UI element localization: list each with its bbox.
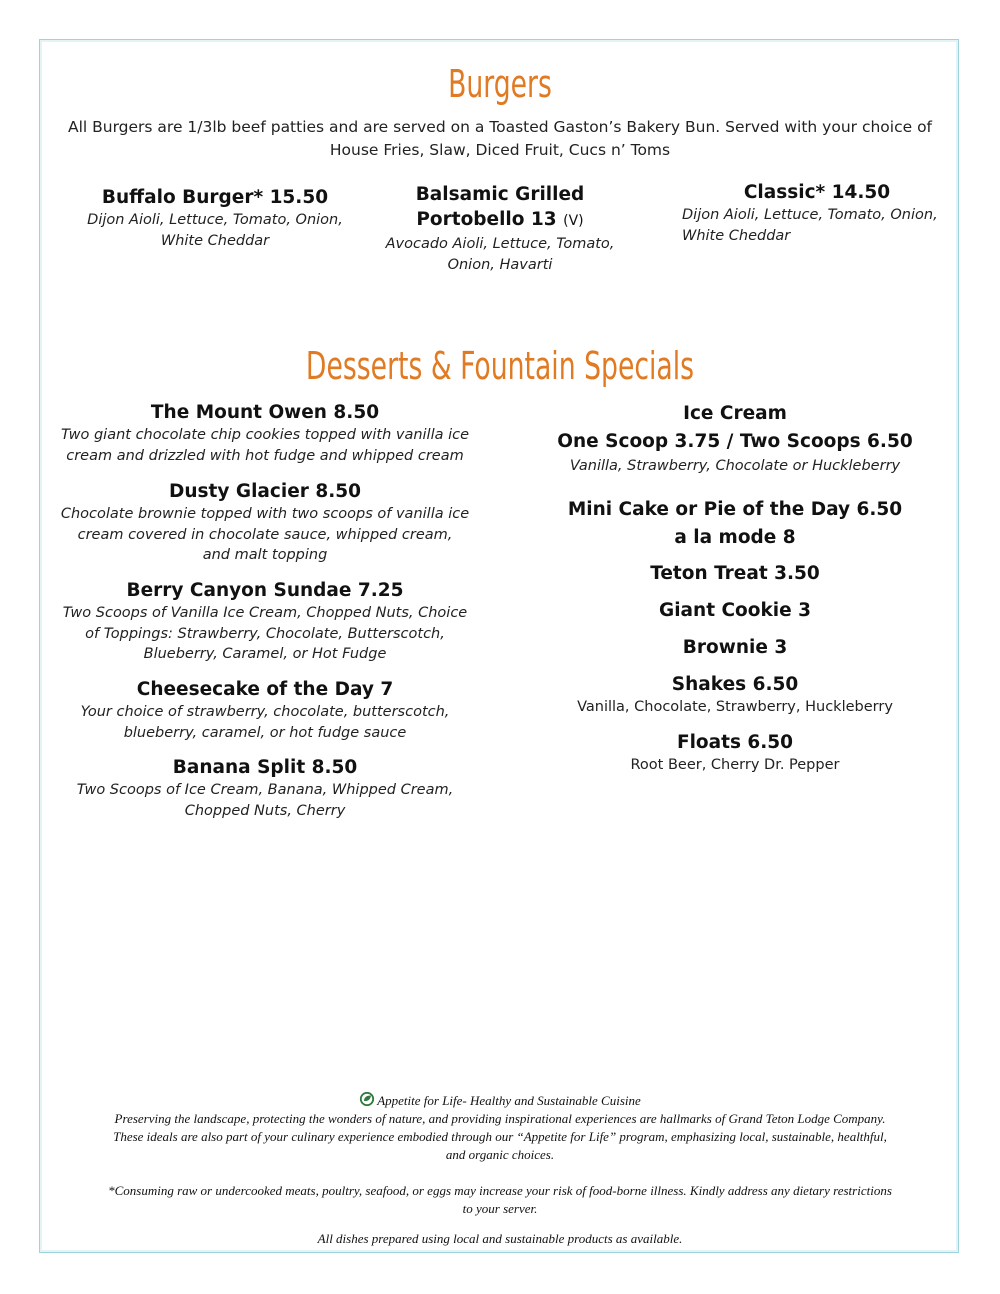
item-desc-line3: Blueberry, Caramel, or Hot Fudge [143,646,387,662]
menu-item-berry-canyon-sundae [50,578,480,665]
item-name: Cheesecake of the Day 7 [136,679,394,700]
item-desc-line2: White Cheddar [682,227,791,244]
item-desc-line1: Dijon Aioli, Lettuce, Tomato, Onion, [682,207,938,223]
item-desc-line1: Two Scoops of Ice Cream, Banana, Whipped Cream, [76,782,454,798]
leaf-icon [359,1092,377,1106]
item-name: Brownie 3 [682,637,788,658]
menu-item-floats [535,730,935,776]
item-name: The Mount Owen 8.50 [150,402,380,423]
menu-item-brownie [535,635,935,660]
item-name: Giant Cookie 3 [659,600,811,621]
item-name: Dusty Glacier 8.50 [169,481,361,502]
item-name-line2 [370,207,630,234]
menu-item-buffalo-burger [55,185,375,251]
item-name: Classic* 14.50 [743,182,891,203]
menu-item-cheesecake [50,677,480,743]
afl-title-row [55,1092,945,1110]
item-desc-line1: Chocolate brownie topped with two scoops of vanilla ice [60,506,470,522]
burgers-intro-line2: House Fries, Slaw, Diced Fruit, Cucs n’ Toms [329,141,671,159]
afl-title: Appetite for Life- Healthy and Sustainable Cuisine [377,1093,641,1108]
item-desc: Vanilla, Strawberry, Chocolate or Huckleberry [569,458,901,474]
item-desc-line2: cream covered in chocolate sauce, whipped cream, [77,526,453,543]
item-name-line1: Mini Cake or Pie of the Day 6.50 [567,499,903,520]
appetite-for-life-block [55,1092,945,1164]
item-desc-line2: White Cheddar [160,232,270,249]
menu-item-banana-split [50,755,480,821]
menu-item-giant-cookie [535,598,935,623]
item-name-line1: Ice Cream [683,403,787,424]
warning-line1: *Consuming raw or undercooked meats, poultry, seafood, or eggs may increase your risk of food-borne illness. Kindly address any dietary restrictions [108,1183,892,1198]
item-desc-line2: cream and drizzled with hot fudge and whipped cream [66,447,464,464]
item-name: Buffalo Burger* 15.50 [101,187,329,208]
item-desc: Vanilla, Chocolate, Strawberry, Huckleberry [577,699,893,715]
local-products-note: All dishes prepared using local and sustainable products as available. [317,1231,683,1246]
desserts-title: Desserts & Fountain Specials [305,344,695,388]
afl-text-line1: Preserving the landscape, protecting the wonders of nature, and providing inspirational experiences are hallmarks of Grand Teton Lodge Company. [114,1111,886,1126]
item-desc-line1: Two giant chocolate chip cookies topped with vanilla ice [60,427,470,443]
item-name-text: Portobello 13 [416,209,557,230]
menu-item-dusty-glacier [50,479,480,566]
item-desc-line2: of Toppings: Strawberry, Chocolate, Butterscotch, [85,625,445,642]
menu-item-mini-cake [535,496,935,552]
menu-item-mount-owen [50,400,480,466]
afl-text-line3: and organic choices. [445,1147,555,1162]
item-name: Floats 6.50 [676,732,794,753]
menu-item-portobello [370,182,630,275]
item-name: Teton Treat 3.50 [650,563,820,584]
item-name-line1: Balsamic Grilled [415,184,585,205]
burgers-title: Burgers [448,62,552,106]
burgers-intro-line1: All Burgers are 1/3lb beef patties and are served on a Toasted Gaston’s Bakery Bun. Served with your choice of [67,118,933,136]
item-name: Banana Split 8.50 [172,757,358,778]
item-desc-line1: Avocado Aioli, Lettuce, Tomato, [385,236,615,252]
item-name-line2: a la mode 8 [674,527,796,548]
item-desc: Root Beer, Cherry Dr. Pepper [630,757,840,773]
afl-text-line2: These ideals are also part of your culinary experience embodied through our “Appetite for Life” program, emphasizing local, sustainable, healthful, [113,1129,887,1144]
item-desc-line2: Chopped Nuts, Cherry [184,802,346,819]
item-desc-line1: Your choice of strawberry, chocolate, butterscotch, [80,704,450,720]
raw-food-warning [55,1182,945,1218]
menu-item-teton-treat [535,561,935,586]
item-desc-line2: Onion, Havarti [447,256,553,273]
item-name: Berry Canyon Sundae 7.25 [126,580,404,601]
item-name: Shakes 6.50 [671,674,799,695]
item-desc-line2: blueberry, caramel, or hot fudge sauce [123,724,407,741]
item-name-line2: One Scoop 3.75 / Two Scoops 6.50 [557,431,913,452]
item-desc-line1: Dijon Aioli, Lettuce, Tomato, Onion, [87,212,343,228]
item-desc-line3: and malt topping [202,547,328,563]
menu-item-classic [682,180,952,246]
item-desc-line1: Two Scoops of Vanilla Ice Cream, Chopped Nuts, Choice [62,605,468,621]
warning-line2: to your server. [462,1201,538,1216]
burgers-intro [55,116,945,162]
menu-item-shakes [535,672,935,718]
vegetarian-tag: (V) [563,213,584,229]
menu-item-ice-cream [535,400,935,477]
